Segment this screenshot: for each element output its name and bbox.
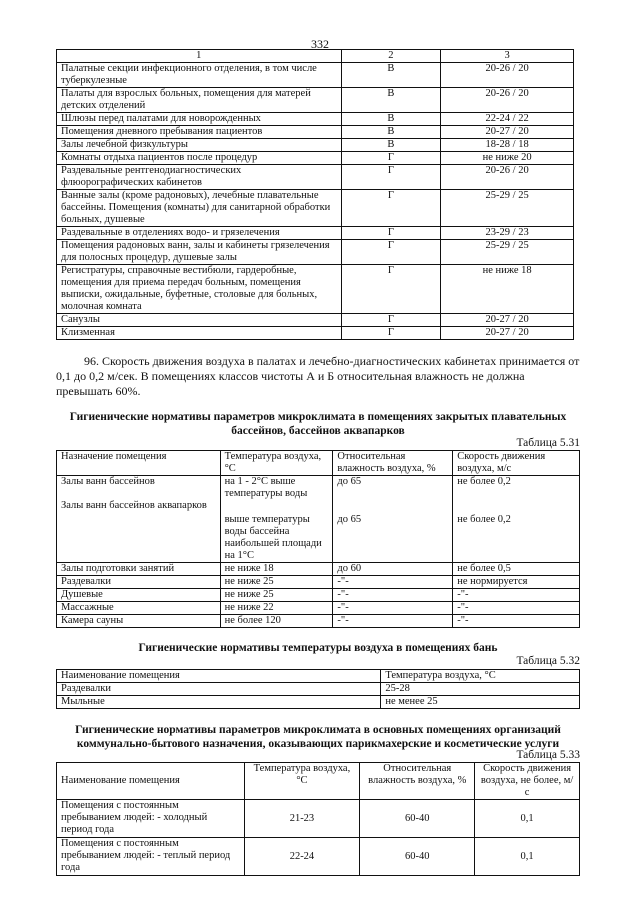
relative-humidity: -"-	[333, 615, 453, 628]
table-row	[57, 589, 580, 602]
room-category: В	[341, 113, 441, 126]
room-name: Залы лечебной физкультуры	[57, 139, 342, 152]
column-header: Температура воздуха, °С	[381, 670, 580, 683]
air-speed: -"-	[453, 602, 580, 615]
column-header: Скорость движения воздуха, не более, м/с	[475, 763, 580, 800]
air-temperature: не ниже 22	[220, 602, 333, 615]
room-name: Клизменная	[57, 327, 342, 340]
table-row	[57, 190, 574, 227]
column-header: Наименование помещения	[57, 763, 245, 800]
relative-humidity: -"-	[333, 589, 453, 602]
column-header: Температура воздуха, °С	[244, 763, 360, 800]
pool-hall-speed: не более 0,2	[457, 476, 511, 487]
table-row	[57, 838, 580, 876]
caption-table-533: Таблица 5.33	[516, 749, 580, 761]
air-speed: -"-	[453, 615, 580, 628]
room-name: Комнаты отдыха пациентов после процедур	[57, 152, 342, 165]
table-row	[57, 800, 580, 838]
room-category: В	[341, 63, 441, 88]
room-category: Г	[341, 314, 441, 327]
table-row	[57, 314, 574, 327]
room-name: Ванные залы (кроме радоновых), лечебные плавательные бассейны. Помещения (комнаты) для санитарной обработки больных, душевые	[57, 190, 342, 227]
relative-humidity: 60-40	[360, 838, 475, 876]
room-name: Раздевалки	[57, 576, 221, 589]
relative-humidity: -"-	[333, 576, 453, 589]
aquapark-hall-speed: не более 0,2	[457, 514, 511, 525]
pool-hall-label: Залы ванн бассейнов	[61, 476, 155, 487]
table-row	[57, 113, 574, 126]
room-name: Санузлы	[57, 314, 342, 327]
table-row	[57, 615, 580, 628]
aquapark-hall-label: Залы ванн бассейнов аквапарков	[61, 500, 207, 511]
room-name: Палаты для взрослых больных, помещения для матерей детских отделений	[57, 88, 342, 113]
room-name: Помещения с постоянным пребыванием людей: - холодный период года	[57, 800, 245, 838]
room-category: В	[341, 88, 441, 113]
air-temperature: 21-23	[244, 800, 360, 838]
room-temperature: 20-27 / 20	[441, 126, 574, 139]
room-category: Г	[341, 190, 441, 227]
table-row	[57, 265, 574, 314]
air-speed: 0,1	[475, 800, 580, 838]
table-row	[57, 696, 580, 709]
air-temperature: 25-28	[381, 683, 580, 696]
room-name: Помещения дневного пребывания пациентов	[57, 126, 342, 139]
pool-hall-humidity: до 65	[337, 476, 362, 487]
heading-table-533: Гигиенические нормативы параметров микроклимата в основных помещениях организаций коммунально-бытового назначения, оказывающих парикмахерские и косметические услуги	[75, 724, 561, 750]
room-name: Палатные секции инфекционного отделения, в том числе туберкулезные	[57, 63, 342, 88]
table-row	[57, 88, 574, 113]
column-header: Относительная влажность воздуха, %	[360, 763, 475, 800]
table-row	[57, 152, 574, 165]
air-temperature: не более 120	[220, 615, 333, 628]
air-speed: 0,1	[475, 838, 580, 876]
room-temperature: не ниже 20	[441, 152, 574, 165]
room-temperature: 22-24 / 22	[441, 113, 574, 126]
room-name: Камера сауны	[57, 615, 221, 628]
air-speed: не более 0,5	[453, 563, 580, 576]
air-temperature: не ниже 25	[220, 576, 333, 589]
air-temperature: не ниже 18	[220, 563, 333, 576]
room-temperature: 20-26 / 20	[441, 63, 574, 88]
room-name: Регистратуры, справочные вестибюли, гардеробные, помещения для приема передач больным, помещения выписки, ожидальные, буфетные, столовые для больных, молочная комната	[57, 265, 342, 314]
heading-table-532: Гигиенические нормативы температуры воздуха в помещениях бань	[138, 642, 498, 654]
room-name: Залы подготовки занятий	[57, 563, 221, 576]
table-row	[57, 576, 580, 589]
room-name: Массажные	[57, 602, 221, 615]
table-row	[57, 139, 574, 152]
table-header-row	[57, 763, 580, 800]
room-name: Раздевальные в отделениях водо- и грязелечения	[57, 227, 342, 240]
air-speed: -"-	[453, 589, 580, 602]
room-temperature: 20-27 / 20	[441, 327, 574, 340]
relative-humidity	[333, 476, 453, 563]
table-row	[57, 327, 574, 340]
table-pool-microclimate	[56, 450, 580, 628]
relative-humidity: 60-40	[360, 800, 475, 838]
table-row	[57, 476, 580, 563]
pool-hall-temperature: на 1 - 2°С выше температуры воды	[224, 476, 308, 499]
room-category: Г	[341, 327, 441, 340]
room-category: Г	[341, 240, 441, 265]
table-bath-temperature	[56, 669, 580, 709]
column-header: 1	[57, 50, 342, 63]
heading-table-531: Гигиенические нормативы параметров микроклимата в помещениях закрытых плавательных бассейнов, бассейнов аквапарков	[69, 411, 567, 437]
paragraph-96: 96. Скорость движения воздуха в палатах и лечебно-диагностических кабинетах принимается от 0,1 до 0,2 м/сек. В помещениях классов чистоты А и Б относительная влажность не должна превышать 60%.	[56, 354, 580, 398]
room-temperature: 20-27 / 20	[441, 314, 574, 327]
room-temperature: не ниже 18	[441, 265, 574, 314]
room-temperature: 25-29 / 25	[441, 190, 574, 227]
aquapark-hall-humidity: до 65	[337, 514, 362, 525]
table-row	[57, 602, 580, 615]
room-name: Помещения радоновых ванн, залы и кабинеты грязелечения для полосных процедур, душевые залы	[57, 240, 342, 265]
air-temperature: не ниже 25	[220, 589, 333, 602]
room-temperature: 20-26 / 20	[441, 165, 574, 190]
caption-table-532: Таблица 5.32	[516, 655, 580, 667]
room-name: Душевые	[57, 589, 221, 602]
room-name: Раздевалки	[57, 683, 381, 696]
room-name: Помещения с постоянным пребыванием людей: - теплый период года	[57, 838, 245, 876]
column-header: 3	[441, 50, 574, 63]
room-temperature: 25-29 / 25	[441, 240, 574, 265]
column-header: Назначение помещения	[57, 451, 221, 476]
column-header: Температура воздуха,°С	[220, 451, 333, 476]
table-row	[57, 126, 574, 139]
room-category: Г	[341, 165, 441, 190]
relative-humidity: до 60	[333, 563, 453, 576]
room-temperature: 23-29 / 23	[441, 227, 574, 240]
table-hospital-rooms	[56, 49, 574, 340]
caption-table-531: Таблица 5.31	[516, 437, 580, 449]
air-speed	[453, 476, 580, 563]
table-barbershop-microclimate	[56, 762, 580, 876]
table-row	[57, 240, 574, 265]
column-header: 2	[341, 50, 441, 63]
relative-humidity: -"-	[333, 602, 453, 615]
air-temperature	[220, 476, 333, 563]
column-header: Скорость движения воздуха, м/с	[453, 451, 580, 476]
table-header-row	[57, 670, 580, 683]
column-header: Наименование помещения	[57, 670, 381, 683]
table-header-row	[57, 451, 580, 476]
room-name	[57, 476, 221, 563]
room-category: Г	[341, 227, 441, 240]
table-header-row	[57, 50, 574, 63]
column-header: Относительная влажность воздуха, %	[333, 451, 453, 476]
table-row	[57, 683, 580, 696]
table-row	[57, 165, 574, 190]
table-row	[57, 227, 574, 240]
table-row	[57, 63, 574, 88]
room-category: В	[341, 126, 441, 139]
room-category: Г	[341, 265, 441, 314]
room-temperature: 18-28 / 18	[441, 139, 574, 152]
air-temperature: 22-24	[244, 838, 360, 876]
table-row	[57, 563, 580, 576]
room-category: Г	[341, 152, 441, 165]
air-speed: не нормируется	[453, 576, 580, 589]
room-category: В	[341, 139, 441, 152]
room-name: Раздевальные рентгенодиагностических флюорографических кабинетов	[57, 165, 342, 190]
page-number: 332	[311, 37, 329, 51]
air-temperature: не менее 25	[381, 696, 580, 709]
room-name: Шлюзы перед палатами для новорожденных	[57, 113, 342, 126]
room-name: Мыльные	[57, 696, 381, 709]
aquapark-hall-temperature: выше температуры воды бассейна наибольшей площади на 1°С	[224, 514, 322, 561]
room-temperature: 20-26 / 20	[441, 88, 574, 113]
